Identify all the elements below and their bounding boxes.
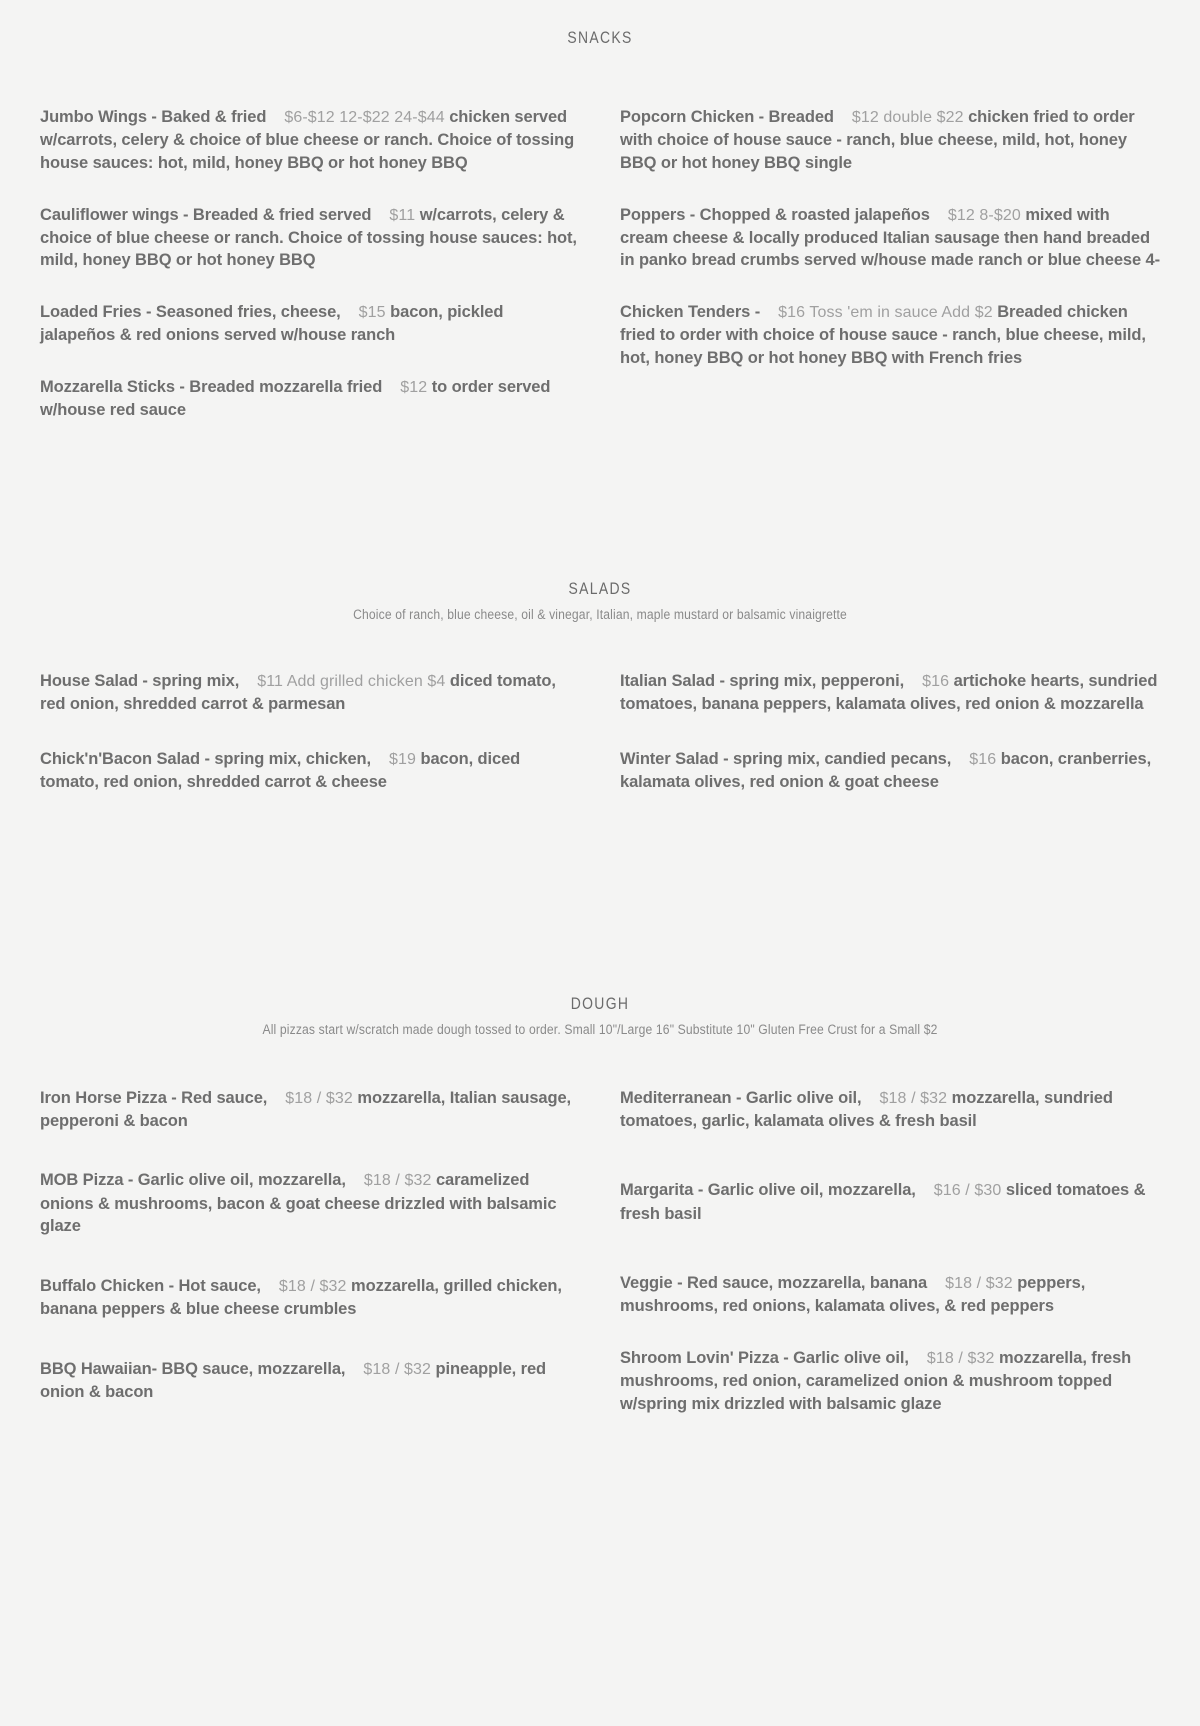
menu-item-name: Margarita - Garlic olive oil, mozzarella, bbox=[620, 1181, 916, 1200]
menu-item-name: Chicken Tenders - bbox=[620, 303, 761, 322]
menu-item-name: House Salad - spring mix, bbox=[40, 671, 240, 690]
salads-column-left bbox=[40, 670, 580, 826]
menu-item-text bbox=[40, 204, 580, 273]
menu-item-price: $19 bbox=[389, 750, 416, 768]
snacks-column-left bbox=[40, 106, 580, 451]
menu-item bbox=[620, 106, 1160, 175]
salads-column-right bbox=[620, 670, 1160, 826]
menu-item-description: bacon, pickled jalapeños & red onions served w/house ranch bbox=[40, 303, 504, 345]
menu-item-description: mozzarella, fresh mushrooms, red onion, caramelized onion & mushroom topped w/spring mix drizzled with balsamic glaze bbox=[620, 1349, 1132, 1413]
menu-item-description: pineapple, red onion & bacon bbox=[40, 1359, 547, 1401]
menu-item-name: Shroom Lovin' Pizza - Garlic olive oil, bbox=[620, 1349, 909, 1368]
snacks-column-right bbox=[620, 106, 1160, 451]
menu-item-name: Veggie - Red sauce, mozzarella, banana bbox=[620, 1274, 928, 1293]
menu-item-price: $18 / $32 bbox=[363, 1360, 432, 1378]
section-dough bbox=[40, 994, 1160, 1445]
menu-item-text bbox=[620, 1347, 1160, 1416]
menu-item-description: mozzarella, sundried tomatoes, garlic, kalamata olives & fresh basil bbox=[620, 1088, 1113, 1130]
menu-item bbox=[620, 1272, 1160, 1318]
menu-item-price: $15 bbox=[358, 304, 386, 322]
menu-item bbox=[40, 1087, 580, 1133]
section-title-salads: SALADS bbox=[568, 578, 632, 598]
menu-item-price: $12 8-$20 bbox=[947, 206, 1021, 224]
menu-item-price: $18 / $32 bbox=[945, 1275, 1013, 1293]
section-snacks bbox=[40, 28, 1160, 451]
menu-item-description: mozzarella, Italian sausage, pepperoni & bacon bbox=[40, 1088, 572, 1130]
menu-item-name: Popcorn Chicken - Breaded bbox=[620, 108, 834, 126]
menu-item-description: chicken served w/carrots, celery & choice of blue cheese or ranch. Choice of tossing house sauces: hot, mild, honey BBQ or hot honey BBQ bbox=[40, 108, 575, 172]
menu-item-name: Italian Salad - spring mix, pepperoni, bbox=[620, 671, 905, 690]
menu-item-description: chicken fried to order with choice of house sauce - ranch, blue cheese, mild, hot, honey BBQ or hot honey BBQ single bbox=[620, 108, 1135, 172]
menu-item-price: $16 bbox=[969, 750, 997, 768]
menu-item-price: $18 / $32 bbox=[926, 1350, 995, 1368]
section-salads bbox=[40, 579, 1160, 826]
menu-item bbox=[620, 301, 1160, 370]
menu-item-description: caramelized onions & mushrooms, bacon & goat cheese drizzled with balsamic glaze bbox=[40, 1171, 557, 1236]
menu-item-description: artichoke hearts, sundried tomatoes, banana peppers, kalamata olives, red onion & mozzarella bbox=[620, 671, 1158, 713]
menu-item-name: MOB Pizza - Garlic olive oil, mozzarella, bbox=[40, 1171, 346, 1190]
menu-item-text bbox=[40, 376, 580, 422]
menu-item-text bbox=[620, 204, 1160, 273]
menu-item bbox=[620, 204, 1160, 273]
menu-item-text bbox=[40, 670, 580, 716]
menu-item bbox=[40, 1358, 580, 1404]
spacer bbox=[620, 1161, 1160, 1179]
menu-item-name: Winter Salad - spring mix, candied pecans, bbox=[620, 749, 952, 768]
menu-item-description: bacon, diced tomato, red onion, shredded carrot & cheese bbox=[40, 749, 521, 791]
menu-item-name: Iron Horse Pizza - Red sauce, bbox=[40, 1088, 268, 1107]
menu-item-text bbox=[620, 1179, 1160, 1225]
menu-item-description: diced tomato, red onion, shredded carrot & parmesan bbox=[40, 671, 556, 713]
menu-item-text bbox=[40, 1087, 580, 1133]
menu-item-description: mixed with cream cheese & locally produced Italian sausage then hand breaded in panko bread crumbs served w/house made ranch or blue cheese 4- bbox=[620, 205, 1161, 270]
menu-item-text bbox=[620, 106, 1160, 175]
menu-item bbox=[620, 670, 1160, 716]
menu-item-price: $16 bbox=[922, 672, 950, 690]
section-title-dough: DOUGH bbox=[570, 993, 630, 1013]
menu-item-price: $18 / $32 bbox=[285, 1089, 353, 1107]
menu-item bbox=[40, 204, 580, 273]
menu-item-price: $18 / $32 bbox=[363, 1172, 432, 1190]
menu-item bbox=[40, 670, 580, 716]
menu-item bbox=[620, 1087, 1160, 1133]
menu-item bbox=[620, 748, 1160, 794]
menu-item-text bbox=[620, 670, 1160, 716]
menu-item bbox=[40, 376, 580, 422]
menu-item-description: Breaded chicken fried to order with choice of house sauce - ranch, blue cheese, mild, hot, honey BBQ or hot honey BBQ with French fries bbox=[620, 303, 1146, 368]
menu-item-description: peppers, mushrooms, red onions, kalamata olives, & red peppers bbox=[620, 1274, 1086, 1316]
menu-item-name: Cauliflower wings - Breaded & fried served bbox=[40, 205, 372, 224]
menu-item-name: Buffalo Chicken - Hot sauce, bbox=[40, 1277, 261, 1296]
menu-item-price: $16 Toss 'em in sauce Add $2 bbox=[778, 304, 993, 322]
spacer bbox=[620, 1254, 1160, 1272]
menu-item-name: Loaded Fries - Seasoned fries, cheese, bbox=[40, 303, 341, 322]
dough-column-right bbox=[620, 1087, 1160, 1445]
menu-item-name: Mediterranean - Garlic olive oil, bbox=[620, 1088, 862, 1107]
menu-item-text bbox=[40, 1358, 580, 1404]
menu-item bbox=[40, 106, 580, 175]
menu-item-name: Mozzarella Sticks - Breaded mozzarella fried bbox=[40, 378, 383, 397]
menu-item-text bbox=[40, 1169, 580, 1238]
menu-item bbox=[40, 1169, 580, 1238]
menu-item-price: $18 / $32 bbox=[278, 1278, 347, 1296]
menu-item-description: w/carrots, celery & choice of blue cheese or ranch. Choice of tossing house sauces: hot, mild, honey BBQ or hot honey BBQ bbox=[40, 205, 577, 270]
menu-item-text bbox=[620, 301, 1160, 370]
menu-item-text bbox=[40, 1275, 580, 1321]
menu-item-text bbox=[40, 748, 580, 794]
menu-item-text bbox=[40, 106, 580, 175]
menu-item-price: $16 / $30 bbox=[933, 1182, 1002, 1200]
menu-item bbox=[620, 1347, 1160, 1416]
menu-item-name: Jumbo Wings - Baked & fried bbox=[40, 108, 267, 126]
menu-item-description: mozzarella, grilled chicken, banana peppers & blue cheese crumbles bbox=[40, 1277, 562, 1319]
dough-items-grid bbox=[40, 1087, 1160, 1445]
menu-item bbox=[620, 1179, 1160, 1225]
menu-item-price: $18 / $32 bbox=[879, 1089, 948, 1107]
section-subtitle-dough: All pizzas start w/scratch made dough tossed to order. Small 10"/Large 16" Substitute 10" Gluten Free Crust for a Small $2 bbox=[262, 1021, 938, 1037]
menu-item-description: sliced tomatoes & fresh basil bbox=[620, 1181, 1146, 1223]
menu-item-price: $11 Add grilled chicken $4 bbox=[257, 672, 446, 690]
menu-item bbox=[40, 301, 580, 347]
menu-item-price: $12 bbox=[400, 379, 428, 397]
salads-items-grid bbox=[40, 670, 1160, 826]
menu-item-text bbox=[620, 748, 1160, 794]
menu-item-description: to order served w/house red sauce bbox=[40, 378, 551, 420]
menu-item-text bbox=[620, 1087, 1160, 1133]
menu-item-description: bacon, cranberries, kalamata olives, red onion & goat cheese bbox=[620, 749, 1152, 791]
menu-item-name: BBQ Hawaiian- BBQ sauce, mozzarella, bbox=[40, 1359, 346, 1378]
menu-item bbox=[40, 748, 580, 794]
section-title-snacks: SNACKS bbox=[567, 28, 633, 47]
menu-page bbox=[0, 28, 1200, 1445]
menu-item-price: $6-$12 12-$22 24-$44 bbox=[284, 109, 445, 126]
snacks-items-grid bbox=[40, 106, 1160, 451]
menu-item-text bbox=[620, 1272, 1160, 1318]
menu-item-price: $11 bbox=[389, 206, 416, 224]
menu-item-text bbox=[40, 301, 580, 347]
menu-item-name: Poppers - Chopped & roasted jalapeños bbox=[620, 205, 930, 224]
menu-item-price: $12 double $22 bbox=[851, 109, 964, 126]
menu-item bbox=[40, 1275, 580, 1321]
section-subtitle-salads: Choice of ranch, blue cheese, oil & vinegar, Italian, maple mustard or balsamic vinaigrette bbox=[353, 606, 847, 622]
menu-item-name: Chick'n'Bacon Salad - spring mix, chicken, bbox=[40, 749, 371, 768]
dough-column-left bbox=[40, 1087, 580, 1445]
